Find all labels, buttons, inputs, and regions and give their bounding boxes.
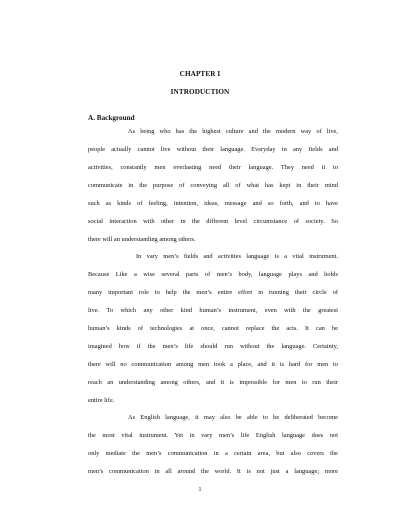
chapter-title: INTRODUCTION xyxy=(170,88,230,96)
section-heading: A. Background xyxy=(88,114,135,122)
paragraph-line: the most vital instrument. Yet in vary men’s life English language does not xyxy=(88,432,338,439)
paragraph-line: As being who has the highest culture and the modern way of live, xyxy=(128,128,338,135)
paragraph-line: many important role to help the men’s entire effort in running their circle of xyxy=(88,289,338,296)
paragraph-line: social interaction with other in the different level circumstance of society. So xyxy=(88,218,338,225)
chapter-label: CHAPTER I xyxy=(179,70,221,78)
paragraph-line: there will an understanding among others. xyxy=(88,236,196,243)
paragraph-line: human’s kinds of technologies at once, cannot replace the acts. It can be xyxy=(88,325,338,332)
paragraph-line: In vary men’s fields and activities language is a vital instrument. xyxy=(136,253,338,260)
paragraph-line: such as kinds of feeling, intention, ideas, message and so forth, and to have xyxy=(88,200,338,207)
paragraph-line: activities, constantly men everlasting need their language. They need it to xyxy=(88,164,338,171)
paragraph-line: live. To which any other kind human’s instrument, even with the greatest xyxy=(88,307,338,314)
paragraph-line: only mediate the men’s communication in a certain area, but also covers the xyxy=(88,450,338,457)
paragraph-line: As English language, it may also be able to be deliberated become xyxy=(128,414,338,421)
paragraph-line: people actually cannot live without their language. Everyday in any fields and xyxy=(88,146,338,153)
paragraph-line: Because Like a wise several parts of men’s body, language plays and holds xyxy=(88,271,338,278)
paragraph-line: there will no communication among men took a place, and it is hard for men to xyxy=(88,361,338,368)
paragraph-line: reach an understanding among others, and it is impossible for men to run their xyxy=(88,379,338,386)
page-number: 1 xyxy=(198,486,202,493)
paragraph-line: imagined how if the men’s life should run without the language. Certainty, xyxy=(88,343,338,350)
paragraph-line: communicate in the purpose of conveying all of what has kept in their mind xyxy=(88,182,338,189)
paragraph-line: men’s communication in all around the world. It is not just a language; more xyxy=(88,468,338,475)
paragraph-line: entire life. xyxy=(88,397,115,404)
